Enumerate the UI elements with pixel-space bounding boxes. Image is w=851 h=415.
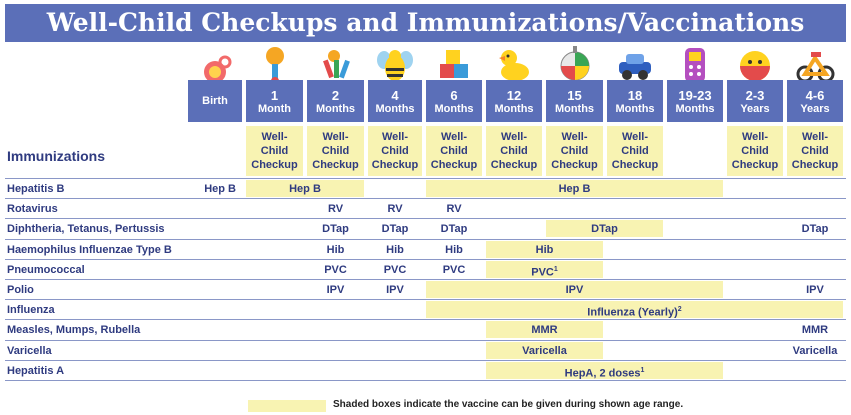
checkup-box bbox=[546, 126, 603, 176]
checkup-box bbox=[246, 126, 303, 176]
vaccine-dose: Influenza (Yearly)$^2$ bbox=[587, 306, 682, 319]
age-value: 4-6 bbox=[805, 88, 825, 103]
age-unit: Years bbox=[740, 103, 770, 115]
vaccine-dose: DTap bbox=[591, 223, 618, 236]
age-value: 2-3 bbox=[745, 88, 765, 103]
age-value: 15 bbox=[567, 88, 582, 103]
vaccine-dose: PVC$^1$ bbox=[531, 265, 558, 279]
vaccine-name: Polio bbox=[7, 284, 34, 296]
checkup-box bbox=[486, 126, 542, 176]
checkup-box bbox=[787, 126, 843, 176]
page-title: Well-Child Checkups and Immunizations/Vaccinations bbox=[46, 8, 805, 37]
vaccine-dose: DTap bbox=[322, 223, 349, 236]
age-unit: Months bbox=[434, 103, 474, 115]
age-unit: Month bbox=[258, 103, 291, 115]
vaccine-dose: Hib bbox=[445, 243, 463, 256]
age-header-cell bbox=[307, 80, 364, 122]
checkup-label-line: Child bbox=[321, 145, 350, 157]
vaccine-name: Measles, Mumps, Rubella bbox=[7, 324, 141, 337]
vaccine-name: Influenza bbox=[7, 304, 55, 317]
title-bar bbox=[5, 4, 846, 42]
footnote-marker: 1 bbox=[553, 265, 558, 273]
vaccine-dose: Hep B bbox=[289, 183, 321, 195]
age-value: 12 bbox=[506, 88, 522, 103]
checkup-label-line: Checkup bbox=[611, 159, 659, 171]
vaccine-dose: IPV bbox=[565, 284, 584, 296]
age-value: 19-23 bbox=[678, 88, 712, 103]
checkup-label-line: Child bbox=[560, 145, 589, 157]
checkup-label-line: Checkup bbox=[251, 159, 298, 171]
vaccine-dose: Varicella bbox=[522, 344, 567, 357]
age-unit: Months bbox=[315, 103, 356, 115]
vaccine-name: Haemophilus Influenzae Type B bbox=[7, 243, 172, 256]
vaccine-name: Hepatitis A bbox=[7, 364, 65, 377]
footnote-marker: 1 bbox=[640, 366, 645, 374]
vaccine-dose: Hep B bbox=[558, 183, 591, 195]
vaccine-dose: Hib bbox=[535, 243, 554, 256]
vaccine-dose: Hep B bbox=[204, 183, 236, 195]
vaccine-dose: PVC bbox=[324, 263, 347, 276]
checkup-label-line: Well- bbox=[322, 131, 349, 143]
vaccine-dose: IPV bbox=[806, 284, 824, 296]
age-unit: Months bbox=[494, 103, 534, 115]
vaccine-dose: MMR bbox=[801, 324, 829, 337]
checkup-label-line: Checkup bbox=[312, 159, 359, 171]
checkup-box bbox=[607, 126, 663, 176]
age-header-cell bbox=[188, 80, 242, 122]
legend-text: Shaded boxes indicate the vaccine can be given during shown age range. bbox=[333, 399, 684, 410]
vaccine-dose: PVC bbox=[442, 263, 466, 276]
row-divider bbox=[5, 340, 846, 341]
vaccine-dose: MMR bbox=[531, 324, 558, 337]
age-header-cell bbox=[426, 80, 482, 122]
checkup-label-line: Checkup bbox=[490, 159, 538, 171]
checkup-label-line: Child bbox=[440, 145, 468, 157]
age-header-cell bbox=[368, 80, 422, 122]
vaccine-dose: RV bbox=[446, 203, 462, 216]
vaccine-name: Hepatitis B bbox=[7, 183, 65, 195]
checkup-label-line: Well- bbox=[561, 131, 588, 143]
checkup-label-line: Child bbox=[500, 145, 528, 157]
age-value: 1 bbox=[270, 88, 279, 103]
vaccine-dose: DTap bbox=[801, 223, 829, 236]
age-value: Birth bbox=[202, 95, 228, 107]
vaccine-dose: IPV bbox=[326, 284, 345, 296]
checkup-label-line: Child bbox=[621, 145, 649, 157]
vaccine-dose: Varicella bbox=[792, 344, 838, 357]
checkup-label-line: Child bbox=[801, 145, 829, 157]
age-header-cell bbox=[546, 80, 603, 122]
checkup-box bbox=[307, 126, 364, 176]
vaccine-dose: DTap bbox=[440, 223, 468, 236]
age-header-cell bbox=[607, 80, 663, 122]
checkup-label-line: Well- bbox=[621, 131, 649, 143]
age-unit: Months bbox=[554, 103, 595, 115]
checkup-label-line: Well- bbox=[500, 131, 528, 143]
row-divider bbox=[5, 380, 846, 381]
checkup-label-line: Child bbox=[381, 145, 409, 157]
checkup-label-line: Well- bbox=[741, 131, 769, 143]
checkup-box bbox=[727, 126, 783, 176]
vaccine-dose: HepA, 2 doses$^1$ bbox=[564, 366, 645, 380]
vaccine-name: Varicella bbox=[7, 344, 52, 357]
checkup-label-line: Child bbox=[260, 145, 289, 157]
checkup-label-line: Checkup bbox=[430, 159, 478, 171]
immunizations-heading: Immunizations bbox=[7, 148, 106, 164]
vaccine-name: Pneumococcal bbox=[7, 263, 85, 276]
vaccine-dose: RV bbox=[387, 203, 403, 216]
checkup-box bbox=[426, 126, 482, 176]
checkup-label-line: Well- bbox=[801, 131, 829, 143]
age-header-cell bbox=[667, 80, 723, 122]
vaccine-name: Diphtheria, Tetanus, Pertussis bbox=[7, 223, 165, 236]
age-value: 2 bbox=[331, 88, 340, 103]
age-header-cell bbox=[787, 80, 843, 122]
vaccine-dose: DTap bbox=[381, 223, 409, 236]
vaccine-name: Rotavirus bbox=[7, 203, 58, 216]
vaccine-dose: IPV bbox=[386, 284, 404, 296]
age-header-cell bbox=[727, 80, 783, 122]
checkup-label-line: Checkup bbox=[551, 159, 598, 171]
footnote-marker: 2 bbox=[677, 306, 682, 314]
checkup-label-line: Well- bbox=[261, 131, 288, 143]
checkup-label-line: Well- bbox=[440, 131, 468, 143]
checkup-label-line: Child bbox=[741, 145, 769, 157]
age-value: 18 bbox=[627, 88, 643, 103]
checkup-box bbox=[368, 126, 422, 176]
age-value: 4 bbox=[391, 88, 399, 103]
age-header-cell bbox=[246, 80, 303, 122]
vaccine-dose: Hib bbox=[326, 243, 345, 256]
age-value: 6 bbox=[450, 88, 458, 103]
age-unit: Months bbox=[615, 103, 655, 115]
vaccine-dose: RV bbox=[327, 203, 344, 216]
vaccine-dose: PVC bbox=[383, 263, 407, 276]
age-unit: Months bbox=[675, 103, 715, 115]
age-unit: Months bbox=[375, 103, 415, 115]
age-header-cell bbox=[486, 80, 542, 122]
checkup-label-line: Checkup bbox=[731, 159, 779, 171]
vaccine-dose: Hib bbox=[386, 243, 404, 256]
legend-swatch bbox=[248, 400, 326, 412]
checkup-label-line: Checkup bbox=[371, 159, 419, 171]
age-unit: Years bbox=[800, 103, 830, 115]
checkup-label-line: Well- bbox=[381, 131, 409, 143]
checkup-label-line: Checkup bbox=[791, 159, 839, 171]
